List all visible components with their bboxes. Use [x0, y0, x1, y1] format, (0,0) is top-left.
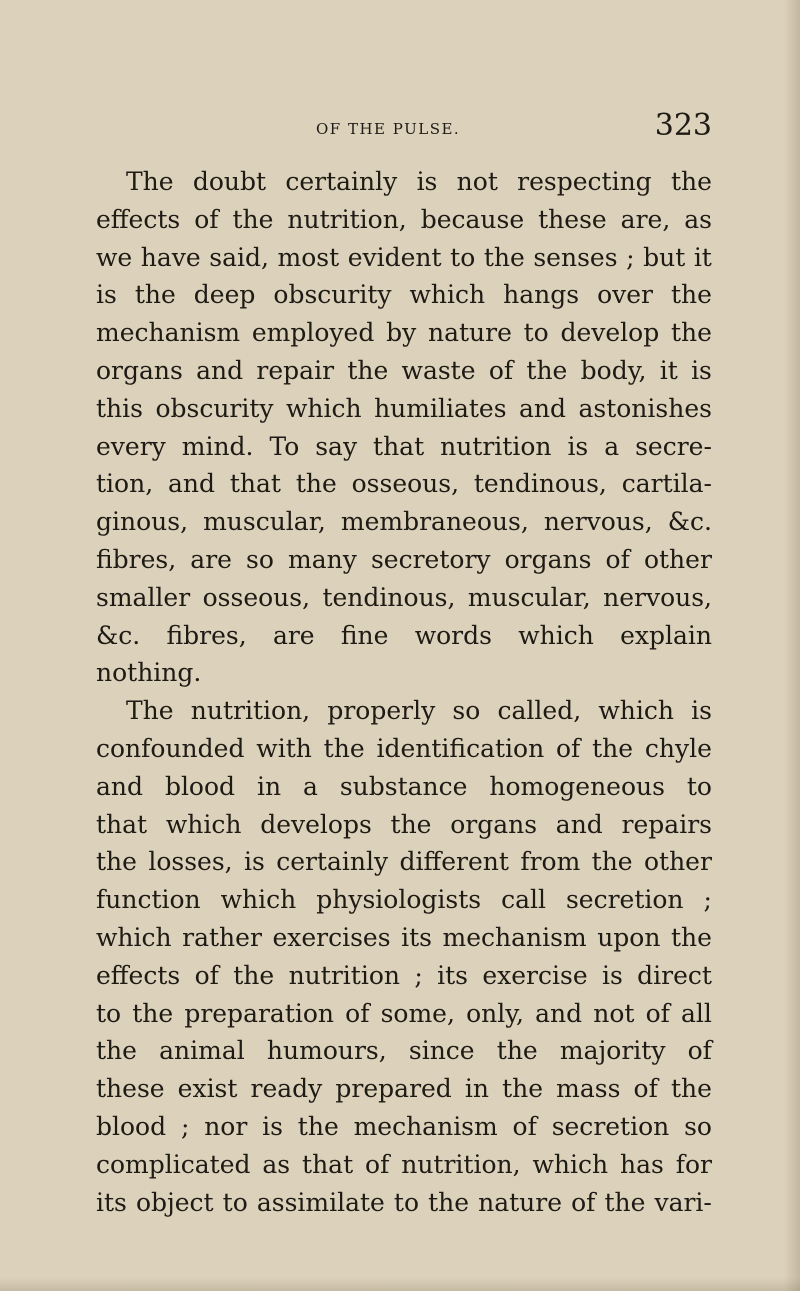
text-line: tion, and that the osseous, tendinous, cartila-	[96, 469, 712, 499]
text-line: The doubt certainly is not respecting the	[126, 167, 712, 196]
running-head: OF THE PULSE.	[316, 120, 461, 138]
text-line: ginous, muscular, membraneous, nervous, &c.	[96, 507, 712, 537]
text-line: mechanism employed by nature to develop the	[96, 318, 712, 348]
text-line: smaller osseous, tendinous, muscular, nervous,	[96, 582, 712, 612]
text-line: confounded with the identification of the chyle	[96, 733, 712, 763]
text-line: &c. fibres, are fine words which explain	[96, 620, 712, 650]
text-line: and blood in a substance homogeneous to	[96, 771, 712, 801]
text-line: fibres, are so many secretory organs of other	[96, 544, 712, 574]
text-line: its object to assimilate to the nature of the vari-	[96, 1187, 712, 1217]
text-line: complicated as that of nutrition, which has for	[96, 1149, 712, 1179]
text-line: the animal humours, since the majority of	[96, 1036, 712, 1066]
text-line: we have said, most evident to the senses ; but it	[96, 242, 712, 272]
text-line: The nutrition, properly so called, which is	[126, 696, 712, 726]
text-line: blood ; nor is the mechanism of secretion so	[96, 1111, 712, 1141]
text-line: to the preparation of some, only, and not of all	[96, 998, 712, 1028]
text-line: function which physiologists call secretion ;	[96, 885, 712, 915]
body-text	[96, 163, 712, 1221]
page-bottom-shadow	[0, 1277, 800, 1291]
page-number: 323	[654, 108, 712, 143]
page-edge-shadow	[784, 0, 800, 1291]
text-line: that which develops the organs and repairs	[96, 809, 712, 839]
text-line: the losses, is certainly different from the other	[96, 847, 712, 877]
text-line: organs and repair the waste of the body, it is	[96, 355, 712, 385]
page-header	[96, 108, 712, 148]
text-line: this obscurity which humiliates and astonishes	[96, 393, 712, 423]
text-line: every mind. To say that nutrition is a secre-	[96, 431, 712, 461]
text-line: effects of the nutrition, because these are, as	[96, 204, 712, 234]
text-line: nothing.	[96, 658, 202, 688]
text-line: is the deep obscurity which hangs over the	[96, 280, 712, 310]
text-line: which rather exercises its mechanism upon the	[96, 922, 712, 952]
text-line: effects of the nutrition ; its exercise is direct	[96, 960, 712, 990]
text-line: these exist ready prepared in the mass of the	[96, 1074, 712, 1104]
